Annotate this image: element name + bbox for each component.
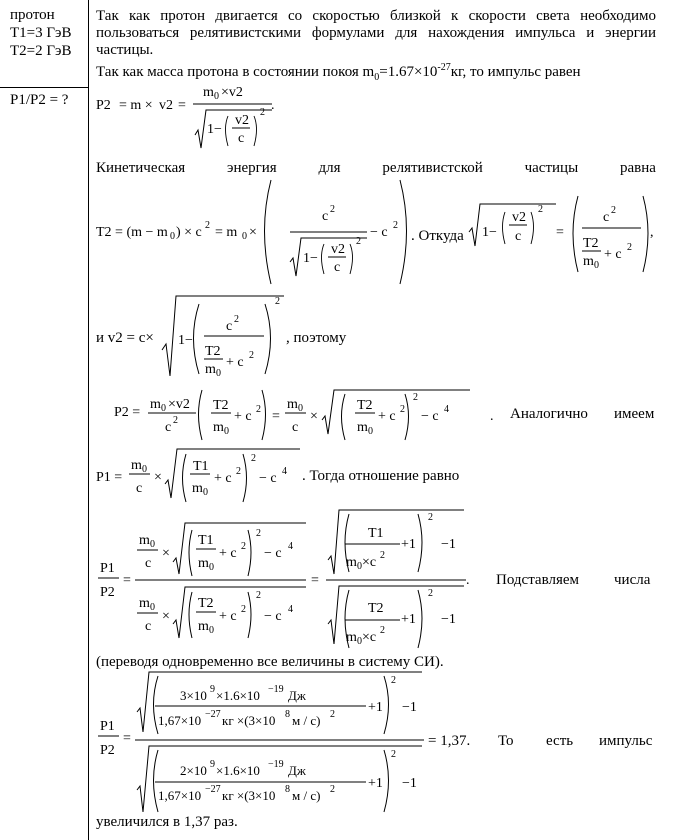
svg-text:+1: +1 — [368, 776, 383, 791]
svg-text:+ c: + c — [226, 355, 244, 370]
to-word: есть — [546, 733, 574, 749]
given-particle: протон — [10, 7, 55, 23]
podst-word: числа — [614, 572, 651, 588]
svg-text:m: m — [213, 420, 224, 435]
svg-text:4: 4 — [444, 404, 449, 415]
podst-word: Подставляем — [496, 572, 580, 588]
intro-paragraph: Так как протон двигается со скоростью близкой к скорости света необходимо пользоваться релятивистскими формулами для нахождения импульса и энергии частицы. — [96, 8, 656, 58]
formula-p1 — [96, 449, 300, 502]
otkuda-text: . Откуда — [411, 228, 464, 244]
svg-text:P1: P1 — [100, 719, 115, 734]
svg-text:2: 2 — [413, 392, 418, 403]
poetomu-text: , поэтому — [286, 330, 347, 346]
svg-text:+1: +1 — [401, 612, 416, 627]
svg-text:2: 2 — [393, 220, 398, 231]
svg-text:−27: −27 — [205, 784, 221, 795]
mass-value: =1.67×10 — [379, 64, 438, 80]
svg-text:0: 0 — [214, 91, 219, 102]
formula-p2 — [114, 390, 494, 440]
svg-text:P2: P2 — [96, 98, 111, 113]
svg-text:2: 2 — [428, 512, 433, 523]
to-word: То — [498, 733, 514, 749]
svg-text:9: 9 — [210, 684, 215, 695]
svg-text:v2: v2 — [512, 210, 526, 225]
svg-text:0: 0 — [368, 426, 373, 437]
svg-text:×: × — [310, 409, 318, 424]
svg-text:−1: −1 — [441, 612, 456, 627]
final-sentence: увеличился в 1,37 раз. — [96, 814, 238, 830]
svg-text:+ c: + c — [219, 609, 237, 624]
svg-text:v2: v2 — [159, 98, 173, 113]
svg-text:2: 2 — [249, 350, 254, 361]
svg-text:1−: 1− — [207, 122, 222, 137]
svg-text:0: 0 — [298, 403, 303, 414]
svg-text:0: 0 — [170, 231, 175, 242]
svg-text:.: . — [466, 573, 470, 588]
togda-text: . Тогда отношение равно — [302, 468, 460, 484]
svg-text:P1: P1 — [100, 561, 115, 576]
svg-text:c: c — [165, 420, 172, 435]
svg-text:×c: ×c — [362, 555, 377, 570]
svg-text:м / с): м / с) — [292, 713, 321, 728]
given-t2: T2=2 ГэВ — [10, 43, 72, 59]
svg-text:м / с): м / с) — [292, 788, 321, 803]
svg-text:кг ×(3×10: кг ×(3×10 — [222, 788, 276, 803]
mass-sub: 0 — [374, 72, 380, 83]
svg-text:0: 0 — [594, 260, 599, 271]
svg-text:m: m — [287, 397, 298, 412]
svg-text:− c: − c — [259, 471, 277, 486]
svg-text:P2: P2 — [100, 585, 115, 600]
svg-text:1−: 1− — [303, 251, 318, 266]
svg-text:m: m — [357, 420, 368, 435]
svg-text:1−: 1− — [482, 225, 497, 240]
svg-text:=: = — [556, 225, 564, 240]
svg-text:2: 2 — [241, 604, 246, 615]
svg-text:T1: T1 — [368, 526, 384, 541]
svg-text:=: = — [311, 573, 319, 588]
svg-text:m: m — [346, 555, 357, 570]
svg-text:2: 2 — [400, 404, 405, 415]
svg-text:=: = — [123, 731, 131, 746]
svg-text:c: c — [226, 319, 233, 334]
svg-text:0: 0 — [161, 403, 166, 414]
to-word: импульс — [599, 733, 653, 749]
svg-text:Дж: Дж — [288, 763, 306, 778]
svg-text:2: 2 — [330, 784, 335, 795]
svg-text:v2: v2 — [235, 113, 249, 128]
mass-exp: -27 — [437, 62, 451, 73]
svg-text:+ c: + c — [604, 247, 622, 262]
svg-text:c: c — [603, 210, 610, 225]
svg-text:2: 2 — [428, 588, 433, 599]
svg-text:0: 0 — [242, 231, 247, 242]
svg-text:T2: T2 — [357, 398, 373, 413]
svg-text:−19: −19 — [268, 684, 284, 695]
svg-text:−1: −1 — [441, 537, 456, 552]
analog-word: Аналогично — [510, 406, 588, 422]
formula-velocity — [162, 296, 284, 379]
given-t1: T1=3 ГэВ — [10, 25, 72, 41]
svg-text:1,67×10: 1,67×10 — [158, 788, 202, 803]
svg-text:c: c — [145, 619, 152, 634]
svg-text:2: 2 — [256, 528, 261, 539]
svg-text:c: c — [292, 420, 299, 435]
svg-text:.: . — [271, 98, 275, 113]
svg-text:2: 2 — [356, 236, 361, 247]
svg-text:= m ×: = m × — [119, 98, 153, 113]
svg-text:+1: +1 — [401, 537, 416, 552]
svg-text:2: 2 — [251, 453, 256, 464]
svg-text:2: 2 — [241, 541, 246, 552]
svg-text:2: 2 — [205, 220, 210, 231]
formula-kinetic — [96, 180, 407, 284]
svg-text:+ c: + c — [219, 546, 237, 561]
svg-text:c: c — [515, 229, 522, 244]
kinetic-word: для — [318, 160, 341, 176]
svg-text:2: 2 — [330, 709, 335, 720]
kinetic-word: энергия — [227, 160, 277, 176]
svg-text:4: 4 — [288, 604, 293, 615]
svg-text:2: 2 — [260, 107, 265, 118]
kinetic-word: Кинетическая — [96, 160, 186, 176]
svg-text:0: 0 — [150, 602, 155, 613]
svg-text:0: 0 — [209, 625, 214, 636]
result-value: = 1,37. — [428, 733, 471, 749]
svg-text:− c: − c — [370, 225, 388, 240]
formula-root-identity — [469, 196, 654, 272]
formula-ratio — [98, 510, 470, 648]
svg-text:m: m — [203, 85, 214, 100]
svg-text:1,67×10: 1,67×10 — [158, 713, 202, 728]
svg-text:=: = — [272, 409, 280, 424]
svg-text:0: 0 — [216, 368, 221, 379]
svg-text:8: 8 — [285, 784, 290, 795]
svg-text:2: 2 — [611, 205, 616, 216]
mass-prefix: Так как масса протона в состоянии покоя m — [96, 64, 375, 80]
svg-text:0: 0 — [357, 561, 362, 572]
svg-text:−1: −1 — [402, 700, 417, 715]
svg-text:0: 0 — [142, 464, 147, 475]
svg-text:= m: = m — [215, 225, 238, 240]
formula-momentum — [96, 85, 275, 148]
svg-text:T2: T2 — [583, 236, 599, 251]
svg-text:кг ×(3×10: кг ×(3×10 — [222, 713, 276, 728]
kinetic-word: релятивистской — [382, 160, 483, 176]
svg-text:c: c — [145, 556, 152, 571]
svg-text:T2: T2 — [198, 596, 214, 611]
svg-text:1−: 1− — [178, 333, 193, 348]
svg-text:×: × — [154, 470, 162, 485]
svg-text:0: 0 — [203, 487, 208, 498]
svg-text:2: 2 — [627, 242, 632, 253]
svg-text:×v2: ×v2 — [221, 85, 243, 100]
svg-text:2×10: 2×10 — [180, 763, 207, 778]
svg-text:2: 2 — [256, 404, 261, 415]
svg-text:+ c: + c — [214, 471, 232, 486]
svg-text:P2 =: P2 = — [114, 405, 141, 420]
svg-text:0: 0 — [357, 636, 362, 647]
svg-text:P1 =: P1 = — [96, 470, 123, 485]
svg-text:9: 9 — [210, 759, 215, 770]
svg-text:0: 0 — [224, 426, 229, 437]
svg-text:2: 2 — [173, 415, 178, 426]
svg-text:×: × — [162, 546, 170, 561]
svg-text:4: 4 — [288, 541, 293, 552]
svg-text:c: c — [322, 209, 329, 224]
svg-text:2: 2 — [391, 749, 396, 760]
svg-text:2: 2 — [256, 590, 261, 601]
kinetic-word: равна — [620, 160, 656, 176]
svg-text:=: = — [123, 573, 131, 588]
svg-text:3×10: 3×10 — [180, 688, 207, 703]
svg-text:c: c — [334, 260, 341, 275]
formula-numeric — [98, 672, 424, 812]
svg-text:×1.6×10: ×1.6×10 — [216, 688, 260, 703]
svg-text:+ c: + c — [234, 409, 252, 424]
mass-suffix: кг, то импульс равен — [450, 64, 581, 80]
svg-text:m: m — [198, 619, 209, 634]
svg-text:2: 2 — [380, 550, 385, 561]
svg-text:T1: T1 — [198, 533, 214, 548]
svg-text:T2: T2 — [368, 601, 384, 616]
svg-text:Дж: Дж — [288, 688, 306, 703]
svg-text:m: m — [583, 254, 594, 269]
svg-text:−1: −1 — [402, 776, 417, 791]
svg-text:−27: −27 — [205, 709, 221, 720]
svg-text:m: m — [150, 397, 161, 412]
svg-text:P2: P2 — [100, 743, 115, 758]
svg-text:− c: − c — [421, 409, 439, 424]
and-v2-text: и v2 = c× — [96, 330, 154, 346]
svg-text:,: , — [650, 225, 654, 240]
svg-text:2: 2 — [380, 625, 385, 636]
svg-text:c: c — [238, 131, 245, 146]
find-ratio: P1/P2 = ? — [10, 92, 69, 108]
svg-text:v2: v2 — [331, 242, 345, 257]
svg-text:T1: T1 — [193, 459, 209, 474]
svg-text:2: 2 — [275, 296, 280, 307]
svg-text:T2: T2 — [213, 398, 229, 413]
svg-text:×: × — [249, 225, 257, 240]
svg-text:T2 = (m − m: T2 = (m − m — [96, 225, 168, 240]
svg-text:2: 2 — [236, 466, 241, 477]
svg-text:0: 0 — [150, 539, 155, 550]
svg-text:×: × — [162, 609, 170, 624]
svg-text:− c: − c — [264, 546, 282, 561]
svg-text:m: m — [192, 481, 203, 496]
svg-text:) × c: ) × c — [176, 225, 202, 240]
svg-text:−19: −19 — [268, 759, 284, 770]
svg-text:×1.6×10: ×1.6×10 — [216, 763, 260, 778]
svg-text:8: 8 — [285, 709, 290, 720]
svg-text:=: = — [178, 98, 186, 113]
svg-text:×c: ×c — [362, 630, 377, 645]
svg-text:2: 2 — [234, 314, 239, 325]
si-note: (переводя одновременно все величины в систему СИ). — [96, 654, 444, 670]
kinetic-word: частицы — [524, 160, 579, 176]
svg-text:+ c: + c — [378, 409, 396, 424]
svg-text:0: 0 — [209, 562, 214, 573]
svg-text:c: c — [136, 481, 143, 496]
svg-text:m: m — [205, 362, 216, 377]
svg-text:×v2: ×v2 — [168, 397, 190, 412]
svg-text:.: . — [490, 409, 494, 424]
svg-text:4: 4 — [282, 466, 287, 477]
svg-text:2: 2 — [538, 204, 543, 215]
svg-text:2: 2 — [391, 675, 396, 686]
svg-text:m: m — [139, 533, 150, 548]
svg-text:+1: +1 — [368, 700, 383, 715]
svg-text:− c: − c — [264, 609, 282, 624]
svg-text:m: m — [131, 458, 142, 473]
analog-word: имеем — [614, 406, 655, 422]
svg-text:m: m — [139, 596, 150, 611]
svg-text:T2: T2 — [205, 344, 221, 359]
svg-text:2: 2 — [330, 204, 335, 215]
svg-text:m: m — [198, 556, 209, 571]
svg-text:m: m — [346, 630, 357, 645]
